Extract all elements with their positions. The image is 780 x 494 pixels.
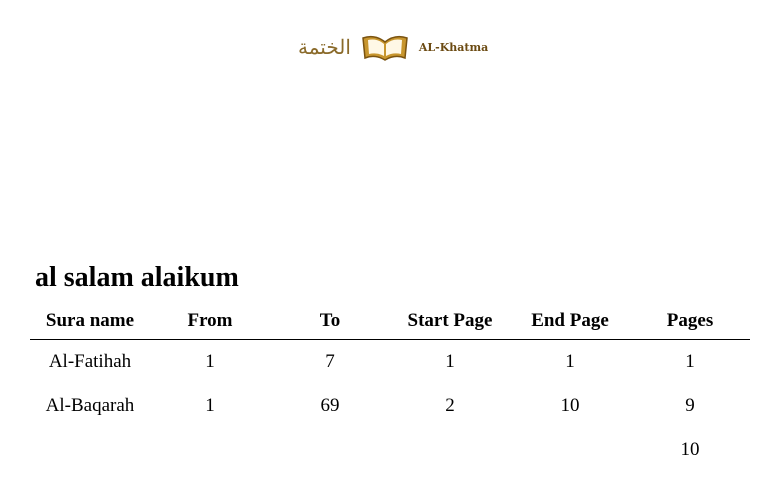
page-title: al salam alaikum (35, 262, 239, 293)
table-cell: 10 (680, 439, 700, 460)
table-cell: Al-Fatihah (48, 351, 132, 372)
table-cell: 1 (685, 351, 695, 372)
column-header: From (150, 303, 270, 340)
table-cell: 9 (685, 395, 695, 416)
table-cell: Al-Baqarah (45, 395, 135, 416)
table-cell: 10 (560, 395, 580, 416)
column-header: End Page (510, 303, 630, 340)
column-header: To (270, 303, 390, 340)
logo-arabic: الختمة (298, 36, 351, 59)
table-cell: 7 (325, 351, 335, 372)
table-row (30, 384, 750, 428)
sura-table (30, 303, 750, 472)
table-cell (150, 428, 270, 472)
table-cell (390, 428, 510, 472)
table-cell (270, 428, 390, 472)
table-cell: 2 (445, 395, 455, 416)
table-row (30, 428, 750, 472)
table-header-row (30, 303, 750, 340)
open-book-icon (361, 32, 409, 62)
logo (298, 30, 488, 64)
table-cell: 69 (320, 395, 340, 416)
column-header: Pages (630, 303, 750, 340)
table-cell (30, 428, 150, 472)
table-cell: 1 (565, 351, 575, 372)
table-cell: 1 (205, 395, 215, 416)
column-header: Start Page (390, 303, 510, 340)
table-cell (510, 428, 630, 472)
table-cell: 1 (205, 351, 215, 372)
table-row (30, 340, 750, 385)
logo-english: AL-Khatma (418, 40, 489, 54)
column-header: Sura name (30, 303, 150, 340)
table-cell: 1 (445, 351, 455, 372)
